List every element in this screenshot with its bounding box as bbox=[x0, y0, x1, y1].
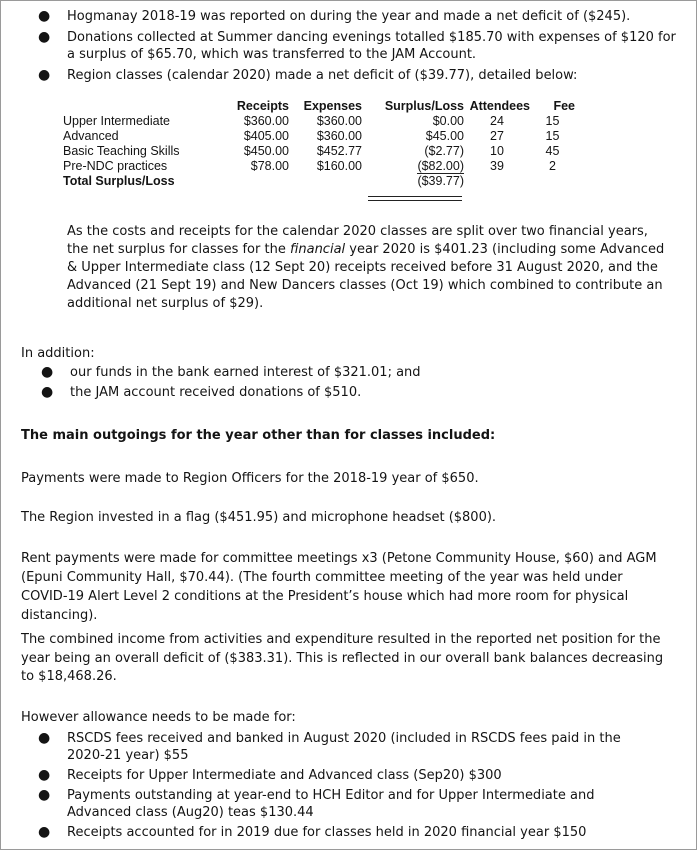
bullet-text: Donations collected at Summer dancing evenings totalled $185.70 with expenses of $120 for a surplus of $65.70, which was transferred to the JAM Account. bbox=[67, 30, 676, 62]
bullet-text: Receipts for Upper Intermediate and Advanced class (Sep20) $300 bbox=[67, 768, 502, 783]
bullet-icon: ● bbox=[38, 67, 51, 83]
column-header: Surplus/Loss bbox=[384, 99, 464, 113]
financial-note-text: As the costs and receipts for the calendar 2020 classes are split over two financial years, the net surplus for classes for the bbox=[67, 224, 648, 257]
list-item bbox=[38, 8, 677, 25]
allowance-label: However allowance needs to be made for: bbox=[21, 710, 296, 725]
fee-cell: 45 bbox=[545, 144, 560, 158]
total-label: Total Surplus/Loss bbox=[63, 174, 175, 188]
expenses-cell: $360.00 bbox=[316, 114, 362, 128]
expenses-cell: $452.77 bbox=[316, 144, 362, 158]
class-name: Basic Teaching Skills bbox=[63, 144, 180, 158]
empty-cell bbox=[464, 174, 530, 189]
attendees-cell: 24 bbox=[490, 114, 504, 128]
receipts-cell: $78.00 bbox=[250, 159, 289, 173]
bullet-text: Region classes (calendar 2020) made a net deficit of ($39.77), detailed below: bbox=[67, 68, 578, 83]
surplus-cell: $0.00 bbox=[432, 114, 464, 128]
bullet-icon: ● bbox=[38, 767, 51, 783]
outgoing-item: The Region invested in a flag ($451.95) and microphone headset ($800). bbox=[21, 510, 497, 525]
table-row bbox=[63, 129, 575, 144]
bullet-text: our funds in the bank earned interest of $321.01; and bbox=[70, 365, 421, 380]
combined-summary: The combined income from activities and expenditure resulted in the reported net position for the year being an overall deficit of ($383.31). This is reflected in our overall bank balances decreasing to $18,468.26. bbox=[21, 632, 664, 684]
empty-cell bbox=[221, 174, 289, 189]
empty-cell bbox=[289, 174, 362, 189]
bullet-icon: ● bbox=[38, 787, 51, 803]
class-name: Upper Intermediate bbox=[63, 114, 171, 128]
receipts-cell: $450.00 bbox=[243, 144, 289, 158]
attendees-cell: 27 bbox=[490, 129, 504, 143]
bullet-icon: ● bbox=[38, 8, 51, 24]
surplus-cell bbox=[362, 159, 464, 174]
list-item bbox=[38, 730, 657, 764]
bullet-icon: ● bbox=[38, 29, 51, 45]
fee-cell: 15 bbox=[545, 114, 560, 128]
bullet-text: Payments outstanding at year-end to HCH Editor and for Upper Intermediate and Advanced class (Aug20) teas $130.44 bbox=[67, 788, 595, 820]
intro-bullet-list bbox=[38, 8, 677, 88]
surplus-value: ($82.00) bbox=[417, 159, 464, 173]
class-name: Pre-NDC practices bbox=[63, 159, 168, 173]
expenses-cell: $360.00 bbox=[316, 129, 362, 143]
outgoing-item: Payments were made to Region Officers for the 2018-19 year of $650. bbox=[21, 471, 479, 486]
list-item bbox=[41, 364, 630, 381]
bullet-icon: ● bbox=[38, 730, 51, 746]
empty-cell bbox=[530, 174, 575, 189]
in-addition-list bbox=[41, 364, 630, 401]
list-item bbox=[41, 384, 630, 401]
bullet-icon: ● bbox=[41, 384, 54, 400]
attendees-cell: 39 bbox=[490, 159, 504, 173]
bullet-text: Receipts accounted for in 2019 due for classes held in 2020 financial year $150 bbox=[67, 825, 587, 840]
column-header: Receipts bbox=[236, 99, 289, 113]
table-corner bbox=[63, 99, 221, 114]
receipts-cell: $360.00 bbox=[243, 114, 289, 128]
surplus-cell: $45.00 bbox=[425, 129, 464, 143]
list-item bbox=[38, 824, 657, 841]
fee-cell: 15 bbox=[545, 129, 560, 143]
column-header: Fee bbox=[553, 99, 575, 113]
outgoing-item: Rent payments were made for committee meetings x3 (Petone Community House, $60) and AGM (Epuni Community Hall, $70.44). (The fourth committee meeting of the year was held under COVID-19 Alert Level 2 conditions at the President’s house which had more room for physical distancing). bbox=[21, 551, 657, 623]
financial-emphasis: financial bbox=[289, 242, 346, 257]
outgoings-heading: The main outgoings for the year other than for classes included: bbox=[21, 428, 496, 443]
expenses-cell: $160.00 bbox=[316, 159, 362, 173]
table-row bbox=[63, 114, 575, 129]
list-item bbox=[38, 29, 677, 63]
financial-note bbox=[67, 223, 667, 313]
receipts-cell: $405.00 bbox=[243, 129, 289, 143]
bullet-text: Hogmanay 2018-19 was reported on during the year and made a net deficit of ($245). bbox=[67, 9, 631, 24]
fee-cell: 2 bbox=[549, 159, 556, 173]
list-item bbox=[38, 67, 677, 84]
classes-table bbox=[63, 99, 575, 189]
bullet-icon: ● bbox=[41, 364, 54, 380]
bullet-text: the JAM account received donations of $510. bbox=[70, 385, 362, 400]
column-header: Expenses bbox=[303, 99, 362, 113]
table-row bbox=[63, 159, 575, 174]
allowance-list bbox=[38, 730, 657, 841]
column-header: Attendees bbox=[469, 99, 530, 113]
table-header-row bbox=[63, 99, 575, 114]
in-addition-label: In addition: bbox=[21, 346, 95, 361]
class-name: Advanced bbox=[63, 129, 119, 143]
financial-note-text: year 2020 is $401.23 (including some Advanced & Upper Intermediate class (12 Sept 20) receipts received before 31 August 2020, and the Advanced (21 Sept 19) and New Dancers classes (Oct 19) which combined to contribute an additional net surplus of $29). bbox=[67, 242, 665, 311]
list-item bbox=[38, 767, 657, 784]
list-item bbox=[38, 787, 657, 821]
surplus-cell: ($2.77) bbox=[424, 144, 464, 158]
attendees-cell: 10 bbox=[490, 144, 504, 158]
table-row bbox=[63, 144, 575, 159]
total-double-underline bbox=[368, 196, 462, 201]
bullet-text: RSCDS fees received and banked in August 2020 (included in RSCDS fees paid in the 2020-21 year) $55 bbox=[67, 731, 621, 763]
bullet-icon: ● bbox=[38, 824, 51, 840]
total-row bbox=[63, 174, 575, 189]
total-value: ($39.77) bbox=[417, 174, 464, 188]
